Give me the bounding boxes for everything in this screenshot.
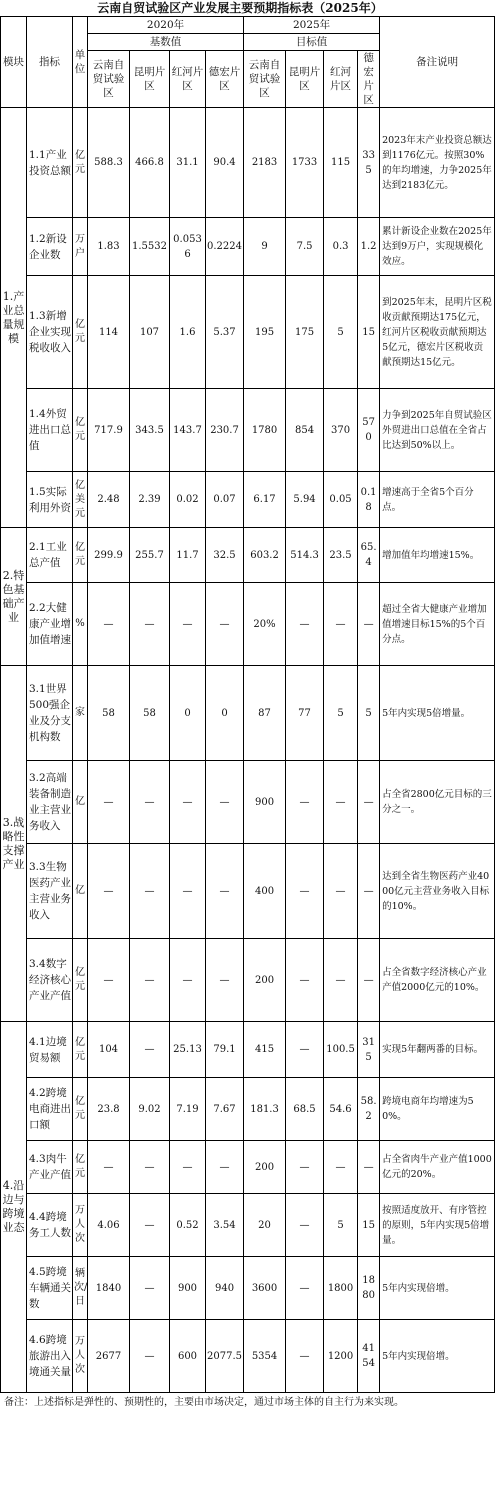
target-value: 100.5: [324, 1022, 358, 1078]
table-row: [1, 528, 495, 583]
base-value: —: [130, 761, 170, 844]
base-value: 1840: [88, 1257, 130, 1320]
base-value: —: [130, 939, 170, 1022]
header-region: 红河片区: [324, 51, 358, 108]
header-region: 云南自贸试验区: [244, 51, 286, 108]
base-value: —: [88, 583, 130, 666]
base-value: 1.6: [170, 276, 206, 389]
indicator-name: 2.2大健康产业增加值增速: [27, 583, 73, 666]
target-value: —: [358, 761, 380, 844]
unit-cell: 家: [73, 666, 88, 761]
header-region: 红河片区: [170, 51, 206, 108]
target-value: 181.3: [244, 1078, 286, 1141]
target-value: —: [358, 844, 380, 939]
indicator-name: 1.3新增企业实现税收收入: [27, 276, 73, 389]
base-value: —: [206, 844, 244, 939]
target-value: 603.2: [244, 528, 286, 583]
header-base: 基数值: [88, 34, 244, 51]
target-value: 1780: [244, 389, 286, 472]
unit-cell: 亿元: [73, 1141, 88, 1194]
base-value: 79.1: [206, 1022, 244, 1078]
base-value: 31.1: [170, 108, 206, 218]
base-value: —: [130, 1141, 170, 1194]
base-value: 11.7: [170, 528, 206, 583]
target-value: 200: [244, 939, 286, 1022]
target-value: —: [286, 939, 324, 1022]
base-value: 2.39: [130, 472, 170, 528]
target-value: 23.5: [324, 528, 358, 583]
target-value: —: [286, 1257, 324, 1320]
table-row: [1, 844, 495, 939]
table-row: [1, 1257, 495, 1320]
table-row: [1, 218, 495, 276]
base-value: —: [170, 844, 206, 939]
table-row: [1, 1194, 495, 1257]
base-value: —: [88, 1141, 130, 1194]
header-region: 云南自贸试验区: [88, 51, 130, 108]
base-value: —: [130, 583, 170, 666]
header-target: 目标值: [244, 34, 380, 51]
target-value: 175: [286, 276, 324, 389]
module-label: 4.沿边与跨境业态: [1, 1022, 27, 1393]
target-value: 1880: [358, 1257, 380, 1320]
note-cell: 增速高于全省5个百分点。: [380, 472, 495, 528]
base-value: 600: [170, 1320, 206, 1393]
base-value: 143.7: [170, 389, 206, 472]
base-value: 7.19: [170, 1078, 206, 1141]
base-value: 0.07: [206, 472, 244, 528]
base-value: —: [170, 939, 206, 1022]
base-value: 1.83: [88, 218, 130, 276]
target-value: 5354: [244, 1320, 286, 1393]
base-value: —: [206, 1141, 244, 1194]
unit-cell: 万户: [73, 218, 88, 276]
target-value: 5: [358, 666, 380, 761]
note-cell: 实现5年翻两番的目标。: [380, 1022, 495, 1078]
target-value: 7.5: [286, 218, 324, 276]
base-value: 2.48: [88, 472, 130, 528]
header-unit: 单位: [73, 17, 88, 108]
note-cell: 跨境电商年均增速为50%。: [380, 1078, 495, 1141]
target-value: 54.6: [324, 1078, 358, 1141]
table-row: [1, 276, 495, 389]
base-value: 58: [130, 666, 170, 761]
base-value: 940: [206, 1257, 244, 1320]
note-cell: 占全省数字经济核心产业产值2000亿元的10%。: [380, 939, 495, 1022]
unit-cell: 亿: [73, 844, 88, 939]
unit-cell: 辆次/日: [73, 1257, 88, 1320]
target-value: —: [324, 844, 358, 939]
base-value: —: [130, 1194, 170, 1257]
note-cell: 超过全省大健康产业增加值增速目标15%的5个百分点。: [380, 583, 495, 666]
base-value: —: [130, 844, 170, 939]
indicator-name: 4.3肉牛产业产值: [27, 1141, 73, 1194]
indicator-name: 3.2高端装备制造业主营业务收入: [27, 761, 73, 844]
base-value: 0.02: [170, 472, 206, 528]
target-value: 0.18: [358, 472, 380, 528]
header-region: 德宏片区: [358, 51, 380, 108]
base-value: —: [170, 583, 206, 666]
table-row: [1, 761, 495, 844]
header-indicator: 指标: [27, 17, 73, 108]
target-value: —: [286, 1141, 324, 1194]
indicator-name: 4.4跨境务工人数: [27, 1194, 73, 1257]
base-value: 23.8: [88, 1078, 130, 1141]
table-row: [1, 1320, 495, 1393]
target-value: —: [286, 1320, 324, 1393]
base-value: 0.2224: [206, 218, 244, 276]
indicator-name: 3.1世界500强企业及分支机构数: [27, 666, 73, 761]
note-cell: 增加值年均增速15%。: [380, 528, 495, 583]
target-value: 335: [358, 108, 380, 218]
base-value: 5.37: [206, 276, 244, 389]
base-value: 466.8: [130, 108, 170, 218]
target-value: 65.4: [358, 528, 380, 583]
table-row: [1, 583, 495, 666]
base-value: —: [206, 583, 244, 666]
base-value: 58: [88, 666, 130, 761]
target-value: 2183: [244, 108, 286, 218]
base-value: 299.9: [88, 528, 130, 583]
target-value: —: [358, 939, 380, 1022]
target-value: 1.2: [358, 218, 380, 276]
base-value: —: [130, 1022, 170, 1078]
base-value: —: [170, 1141, 206, 1194]
target-value: —: [324, 939, 358, 1022]
note-cell: 2023年末产业投资总额达到1176亿元。按照30%的年均增速，力争2025年达到2183亿元。: [380, 108, 495, 218]
unit-cell: 亿元: [73, 108, 88, 218]
base-value: 0.0536: [170, 218, 206, 276]
unit-cell: 万人次: [73, 1194, 88, 1257]
target-value: —: [286, 761, 324, 844]
target-value: —: [324, 1141, 358, 1194]
target-value: 15: [358, 276, 380, 389]
target-value: 15: [358, 1194, 380, 1257]
note-cell: 累计新设企业数在2025年达到9万户，实现规模化效应。: [380, 218, 495, 276]
target-value: 315: [358, 1022, 380, 1078]
unit-cell: 亿元: [73, 389, 88, 472]
target-value: 5: [324, 1194, 358, 1257]
target-value: 400: [244, 844, 286, 939]
target-value: 0.3: [324, 218, 358, 276]
base-value: 2677: [88, 1320, 130, 1393]
target-value: 1733: [286, 108, 324, 218]
base-value: 343.5: [130, 389, 170, 472]
target-value: 87: [244, 666, 286, 761]
target-value: 115: [324, 108, 358, 218]
module-label: 1.产业总量规模: [1, 108, 27, 528]
note-cell: 达到全省生物医药产业4000亿元主营业务收入目标的10%。: [380, 844, 495, 939]
target-value: 20%: [244, 583, 286, 666]
table-row: [1, 389, 495, 472]
target-value: 9: [244, 218, 286, 276]
target-value: 514.3: [286, 528, 324, 583]
table-row: [1, 1078, 495, 1141]
target-value: 20: [244, 1194, 286, 1257]
base-value: 90.4: [206, 108, 244, 218]
note-cell: 5年内实现倍增。: [380, 1320, 495, 1393]
target-value: 5: [324, 666, 358, 761]
indicator-name: 1.4外贸进出口总值: [27, 389, 73, 472]
base-value: 717.9: [88, 389, 130, 472]
target-value: —: [286, 1022, 324, 1078]
note-cell: 5年内实现倍增。: [380, 1257, 495, 1320]
module-label: 3.战略性支撑产业: [1, 666, 27, 1022]
table-row: [1, 939, 495, 1022]
base-value: 2077.5: [206, 1320, 244, 1393]
indicator-name: 4.5跨境车辆通关数: [27, 1257, 73, 1320]
base-value: —: [88, 844, 130, 939]
target-value: —: [286, 583, 324, 666]
base-value: 1.5532: [130, 218, 170, 276]
base-value: 32.5: [206, 528, 244, 583]
target-value: 370: [324, 389, 358, 472]
target-value: 854: [286, 389, 324, 472]
table-row: [1, 472, 495, 528]
target-value: —: [358, 1141, 380, 1194]
table-title: 云南自贸试验区产业发展主要预期指标表（2025年）: [97, 1, 383, 15]
note-cell: 占全省肉牛产业产值1000亿元的20%。: [380, 1141, 495, 1194]
header-region: 昆明片区: [130, 51, 170, 108]
base-value: —: [206, 761, 244, 844]
footnote: 备注：上述指标是弹性的、预期性的，主要由市场决定，通过市场主体的自主行为来实现。: [4, 1397, 404, 1408]
base-value: 255.7: [130, 528, 170, 583]
indicator-name: 3.3生物医药产业主营业务收入: [27, 844, 73, 939]
target-value: 0.05: [324, 472, 358, 528]
base-value: 104: [88, 1022, 130, 1078]
target-value: —: [286, 1194, 324, 1257]
indicator-name: 4.1边境贸易额: [27, 1022, 73, 1078]
module-label: 2.特色基础产业: [1, 528, 27, 666]
target-value: —: [324, 583, 358, 666]
unit-cell: 亿: [73, 761, 88, 844]
unit-cell: 亿元: [73, 1022, 88, 1078]
note-cell: 占全省2800亿元目标的三分之一。: [380, 761, 495, 844]
indicator-name: 3.4数字经济核心产业产值: [27, 939, 73, 1022]
table-row: [1, 666, 495, 761]
target-value: —: [358, 583, 380, 666]
target-value: 4154: [358, 1320, 380, 1393]
header-year-2025: 2025年: [244, 17, 380, 34]
indicator-table: [0, 16, 495, 1393]
target-value: 415: [244, 1022, 286, 1078]
base-value: —: [88, 761, 130, 844]
note-cell: 按照适度放开、有序管控的原则，5年内实现5倍增量。: [380, 1194, 495, 1257]
base-value: 588.3: [88, 108, 130, 218]
unit-cell: 万人次: [73, 1320, 88, 1393]
indicator-name: 1.1产业投资总额: [27, 108, 73, 218]
target-value: 3600: [244, 1257, 286, 1320]
header-region: 德宏片区: [206, 51, 244, 108]
unit-cell: 亿元: [73, 276, 88, 389]
indicator-name: 4.6跨境旅游出入境通关量: [27, 1320, 73, 1393]
unit-cell: 亿元: [73, 939, 88, 1022]
base-value: 4.06: [88, 1194, 130, 1257]
indicator-name: 2.1工业总产值: [27, 528, 73, 583]
target-value: 68.5: [286, 1078, 324, 1141]
header-module: 模块: [1, 17, 27, 108]
base-value: 0: [206, 666, 244, 761]
target-value: 1800: [324, 1257, 358, 1320]
target-value: —: [324, 761, 358, 844]
base-value: 0.52: [170, 1194, 206, 1257]
target-value: 58.2: [358, 1078, 380, 1141]
target-value: —: [286, 844, 324, 939]
target-value: 5.94: [286, 472, 324, 528]
header-notes: 备注说明: [380, 17, 495, 108]
base-value: —: [206, 939, 244, 1022]
base-value: 9.02: [130, 1078, 170, 1141]
base-value: 230.7: [206, 389, 244, 472]
base-value: 900: [170, 1257, 206, 1320]
base-value: —: [130, 1320, 170, 1393]
base-value: —: [88, 939, 130, 1022]
table-row: [1, 108, 495, 218]
header-region: 昆明片区: [286, 51, 324, 108]
target-value: 77: [286, 666, 324, 761]
unit-cell: 亿元: [73, 1078, 88, 1141]
base-value: 0: [170, 666, 206, 761]
base-value: 114: [88, 276, 130, 389]
base-value: 3.54: [206, 1194, 244, 1257]
note-cell: 力争到2025年自贸试验区外贸进出口总值在全省占比达到50%以上。: [380, 389, 495, 472]
base-value: 7.67: [206, 1078, 244, 1141]
table-row: [1, 1141, 495, 1194]
target-value: 195: [244, 276, 286, 389]
unit-cell: 亿元: [73, 528, 88, 583]
base-value: —: [130, 1257, 170, 1320]
note-cell: 5年内实现5倍增量。: [380, 666, 495, 761]
indicator-name: 1.5实际利用外资: [27, 472, 73, 528]
target-value: 200: [244, 1141, 286, 1194]
target-value: 570: [358, 389, 380, 472]
unit-cell: 亿美元: [73, 472, 88, 528]
unit-cell: %: [73, 583, 88, 666]
indicator-name: 1.2新设企业数: [27, 218, 73, 276]
target-value: 1200: [324, 1320, 358, 1393]
indicator-name: 4.2跨境电商进出口额: [27, 1078, 73, 1141]
base-value: 107: [130, 276, 170, 389]
header-year-2020: 2020年: [88, 17, 244, 34]
target-value: 6.17: [244, 472, 286, 528]
base-value: —: [170, 761, 206, 844]
base-value: 25.13: [170, 1022, 206, 1078]
target-value: 5: [324, 276, 358, 389]
table-row: [1, 1022, 495, 1078]
target-value: 900: [244, 761, 286, 844]
note-cell: 到2025年末，昆明片区税收贡献预期达175亿元，红河片区税收贡献预期达5亿元，德宏片区税收贡献预期达15亿元。: [380, 276, 495, 389]
